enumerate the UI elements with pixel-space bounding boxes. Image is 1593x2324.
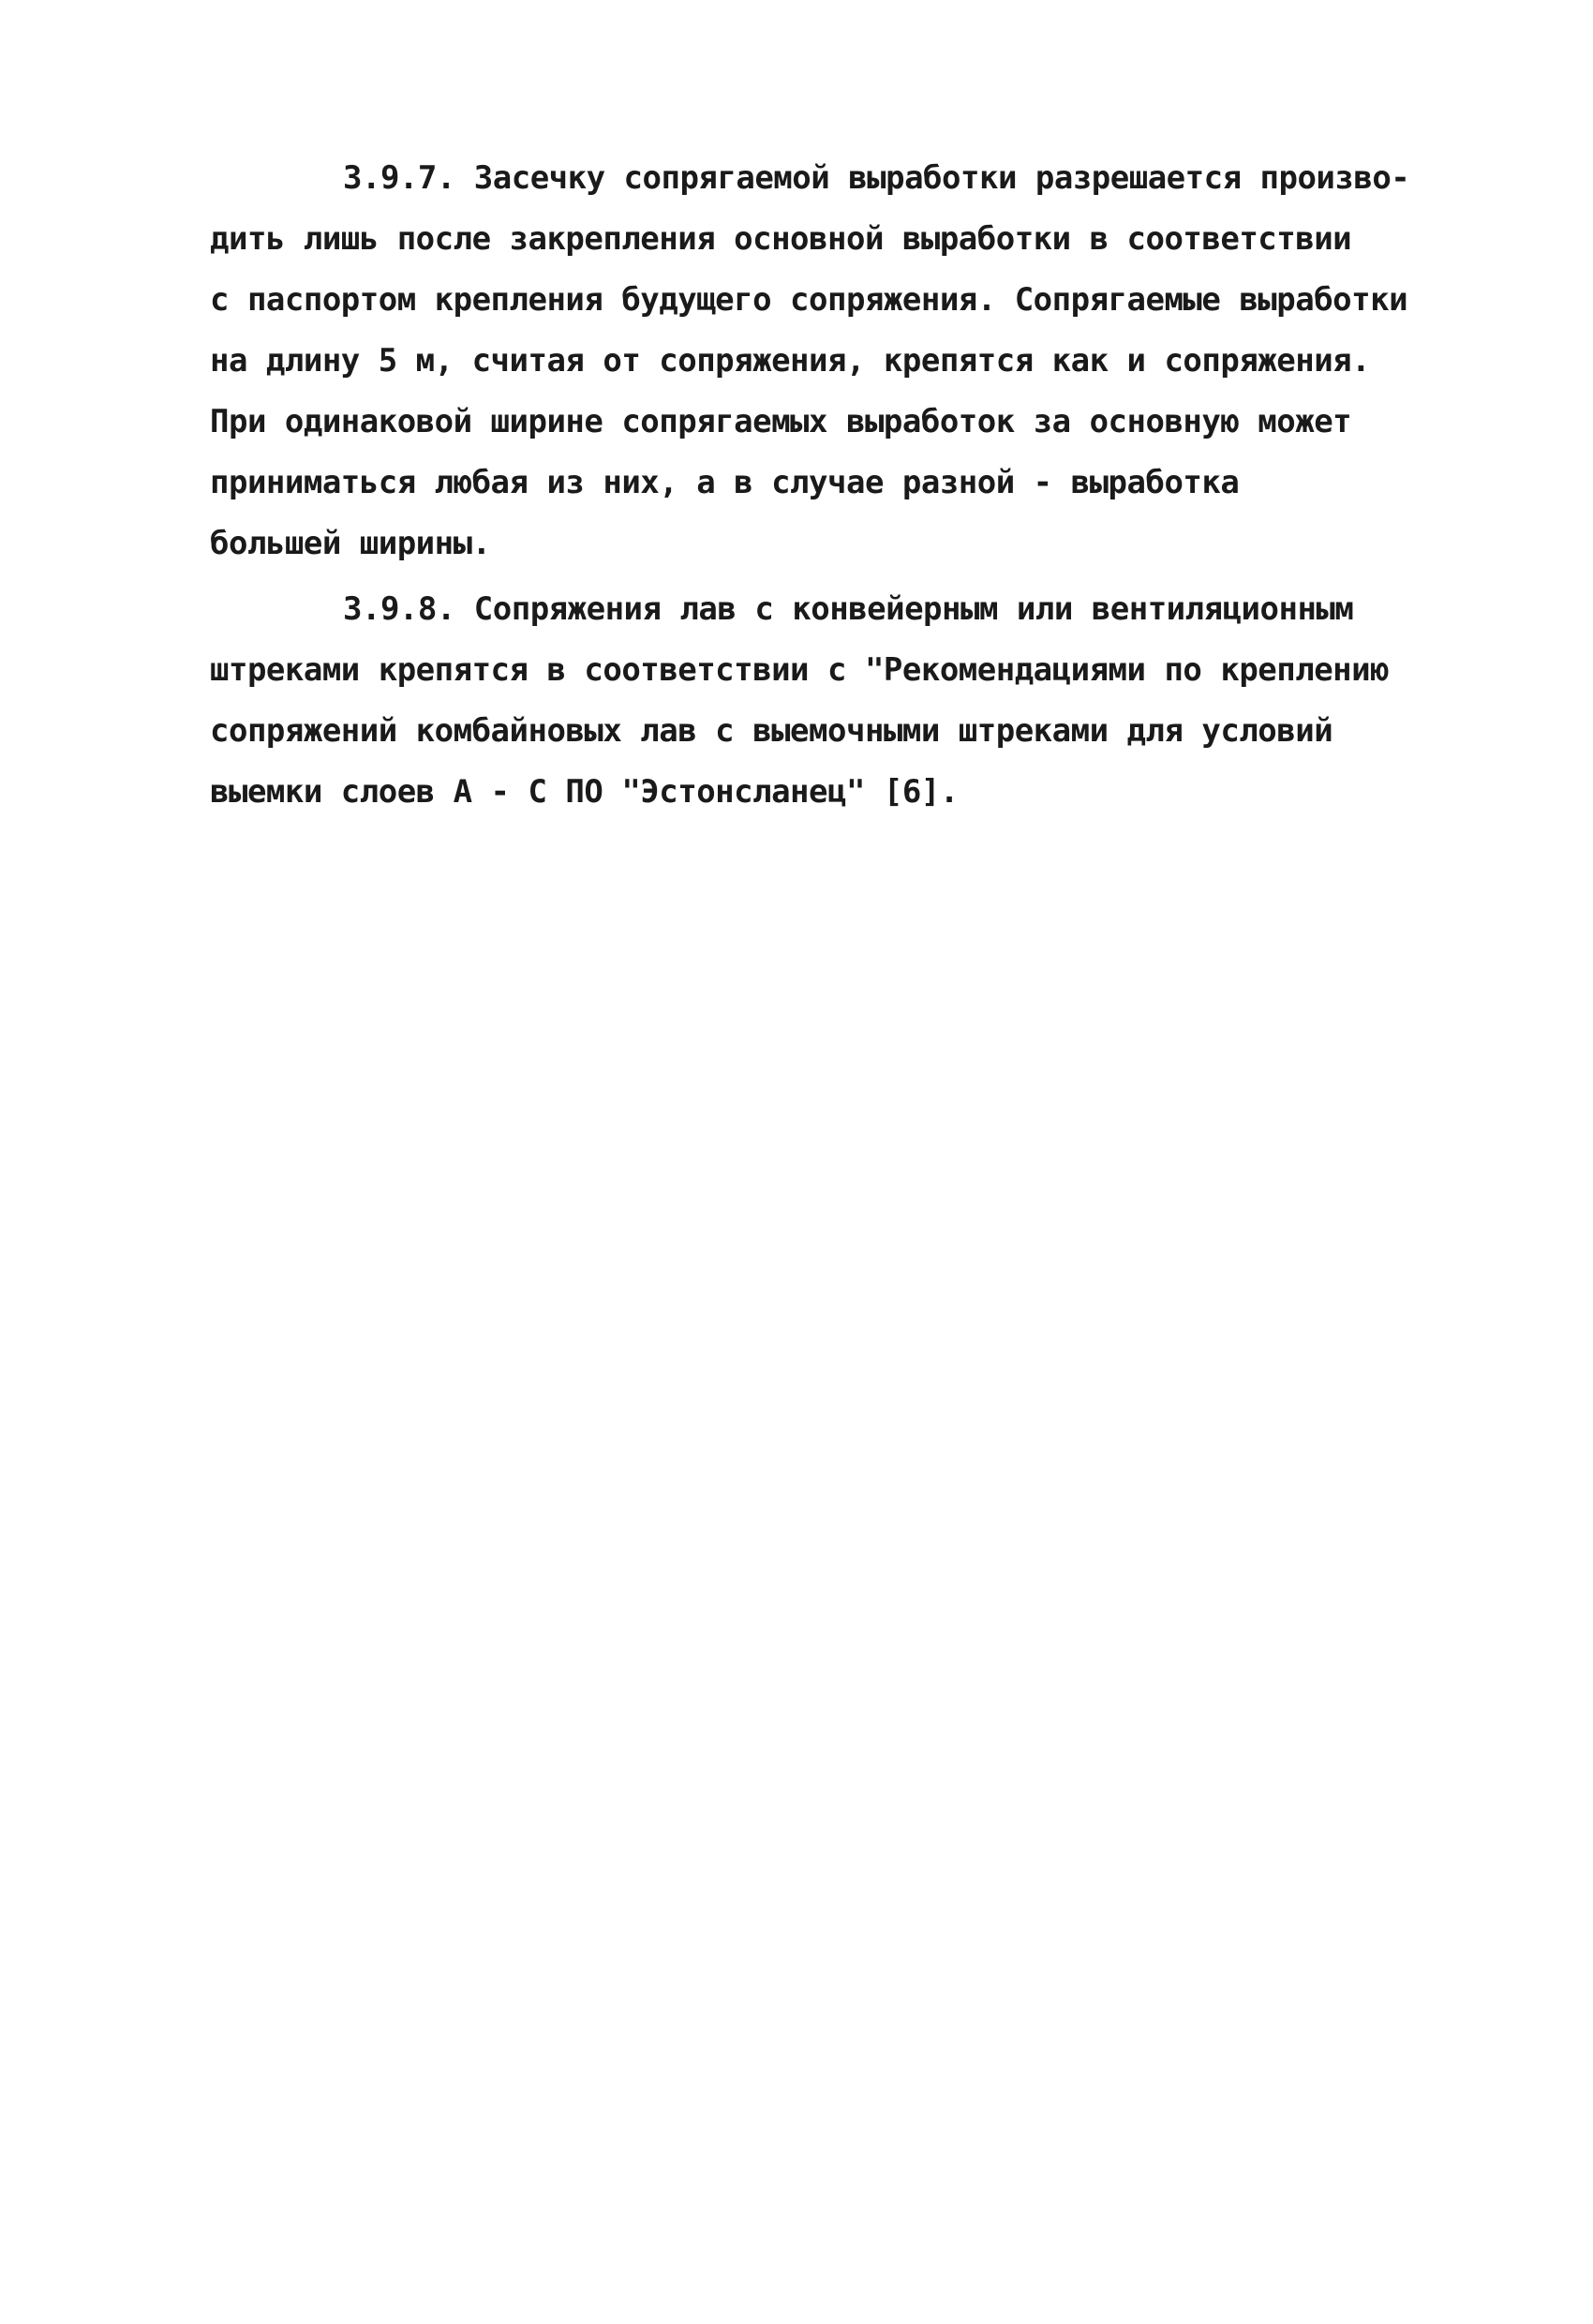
paragraph-3-9-8-line-3: сопряжений комбайновых лав с выемочными штреками для условий bbox=[210, 712, 1333, 750]
paragraph-3-9-7-line-1: 3.9.7. Засечку сопрягаемой выработки разрешается произво- bbox=[343, 159, 1410, 197]
paragraph-3-9-8-line-1: 3.9.8. Сопряжения лав с конвейерным или вентиляционным bbox=[343, 590, 1354, 628]
paragraph-3-9-8-line-2: штреками крепятся в соответствии с "Рекомендациями по креплению bbox=[210, 651, 1390, 689]
paragraph-3-9-7-line-3: с паспортом крепления будущего сопряжения. Сопрягаемые выработки bbox=[210, 281, 1408, 319]
paragraph-3-9-7-line-6: приниматься любая из них, а в случае разной - выработка bbox=[210, 464, 1240, 501]
paragraph-3-9-7-line-2: дить лишь после закрепления основной выработки в соответствии bbox=[210, 220, 1352, 258]
paragraph-3-9-8-line-4: выемки слоев А - С ПО "Эстонсланец" [6]. bbox=[210, 773, 959, 811]
paragraph-3-9-7-line-4: на длину 5 м, считая от сопряжения, крепятся как и сопряжения. bbox=[210, 342, 1371, 380]
paragraph-3-9-7-line-7: большей ширины. bbox=[210, 525, 491, 562]
paragraph-3-9-7-line-5: При одинаковой ширине сопрягаемых выработок за основную может bbox=[210, 403, 1352, 440]
